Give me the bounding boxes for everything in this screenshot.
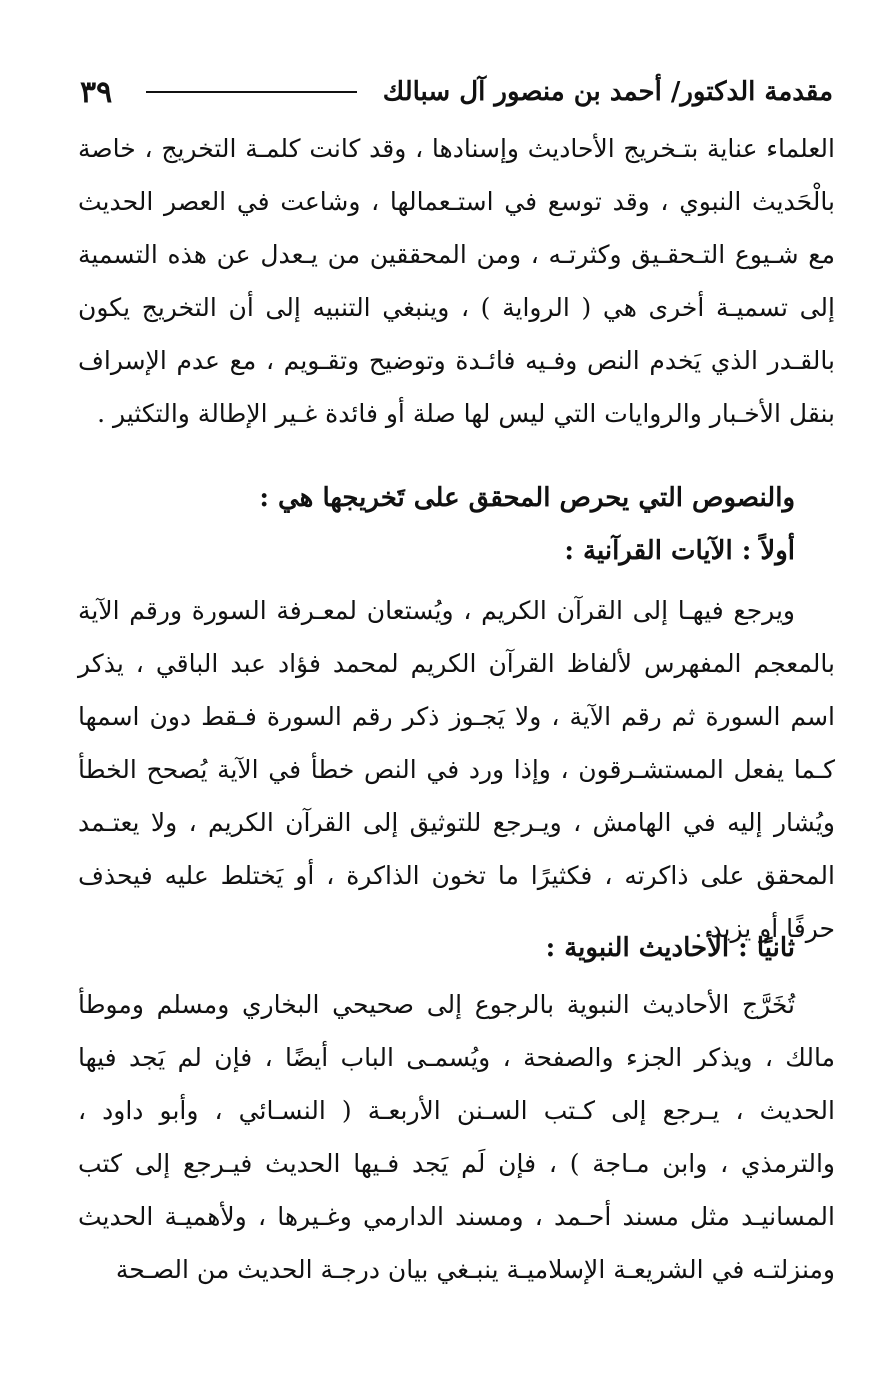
heading-quranic-verses: أولاً : الآيات القرآنية : xyxy=(564,536,795,566)
paragraph-takhrij-intro: العلماء عناية بتـخريج الأحاديث وإسنادها ، وقد كانت كلمـة التخريج ، خاصة بالْحَديث النبوي ، وقد توسع في استـعمالها ، وشاعت في العصر الحديث مع شـيوع التـحقـيق وكثرتـه ، ومن المحققين من يـعدل عن هذه التسمية إلى تسميـة أخرى هي ( الرواية ) ، وينبغي التنبيه إلى أن التخريج يكون بالقـدر الذي يَخدم النص وفـيه فائـدة وتوضيح وتقـويم ، مع عدم الإسراف بنقل الأخـبار والروايات التي ليس لها صلة أو فائدة غـير الإطالة والتكثير . xyxy=(78,134,835,428)
heading-prophetic-hadiths: ثانيًا : الأحاديث النبوية : xyxy=(545,933,795,963)
header-title: مقدمة الدكتور/ أحمد بن منصور آل سبالك xyxy=(382,77,833,107)
running-header xyxy=(80,70,833,114)
header-rule xyxy=(146,91,357,93)
heading-texts-to-verify: والنصوص التي يحرص المحقق على تَخريجها هي : xyxy=(259,483,795,513)
paragraph-prophetic-hadiths: تُخَرَّج الأحاديث النبوية بالرجوع إلى صحيحي البخاري ومسلم وموطأ مالك ، ويذكر الجزء والصفحة ، ويُسمـى الباب أيضًا ، فإن لم يَجد فيها الحديث ، يـرجع إلى كـتب السـنن الأربعـة ( النسـائي ، وأبو داود ، والترمذي ، وابن مـاجة ) ، فإن لَم يَجد فـيها الحديث فيـرجع إلى كتب المسانيـد مثل مسند أحـمد ، ومسند الدارمي وغـيرها ، ولأهميـة الحديث ومنزلتـه في الشريعـة الإسلاميـة ينبـغي بيان درجـة الحديث من الصـحة xyxy=(78,990,835,1284)
paragraph-quranic-verses: ويرجع فيهـا إلى القرآن الكريم ، ويُستعان لمعـرفة السورة ورقم الآية بالمعجم المفهرس لألفاظ القرآن الكريم لمحمد فؤاد عبد الباقي ، يذكر اسم السورة ثم رقم الآية ، ولا يَجـوز ذكر رقم السورة فـقط دون اسمها كـما يفعل المستشـرقون ، وإذا ورد في النص خطأ في الآية يُصحح الخطأ ويُشار إليه في الهامش ، ويـرجع للتوثيق إلى القرآن الكريم ، ولا يعتـمد المحقق على ذاكرته ، فكثيرًا ما تخون الذاكرة ، أو يَختلط عليه فيحذف حرفًا أو يزيد . xyxy=(78,596,835,943)
page-number: ٣٩ xyxy=(80,74,113,110)
